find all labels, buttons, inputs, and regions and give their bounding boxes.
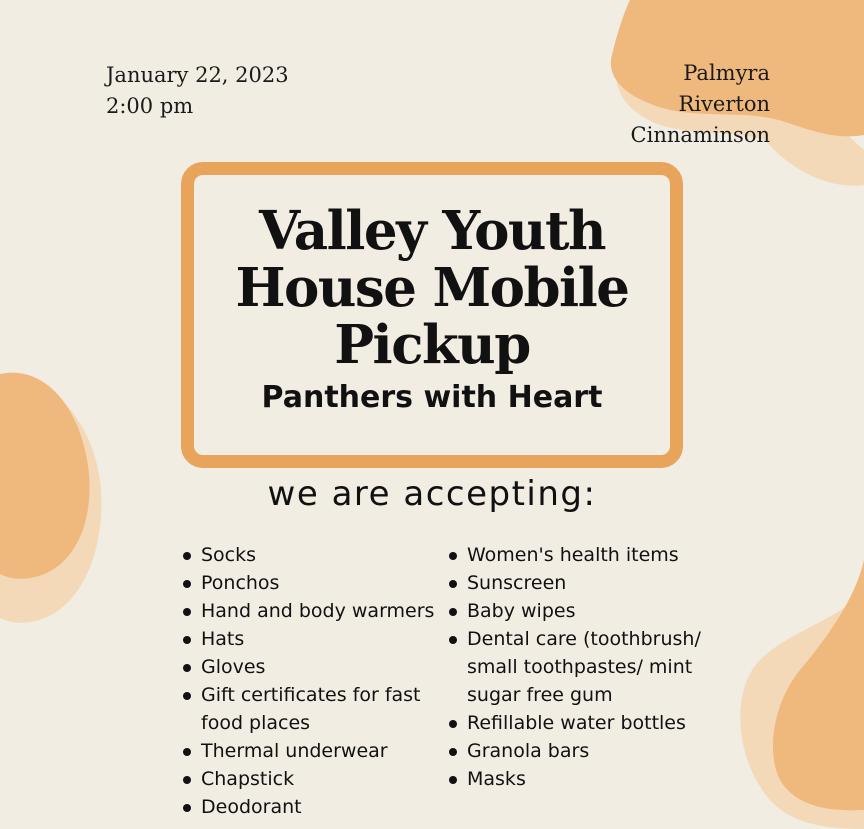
title-line: Valley Youth [259,200,605,262]
list-item: Hand and body warmers [182,597,444,625]
list-item: Ponchos [182,569,444,597]
town-name: Cinnaminson [630,123,770,147]
title-line: House Mobile [235,257,629,319]
list-item: Gloves [182,653,444,681]
event-time: 2:00 pm [106,94,194,118]
list-item: Baby wipes [448,597,716,625]
event-date-time [106,60,289,122]
event-date: January 22, 2023 [106,63,289,87]
list-item: Deodorant [182,793,444,821]
list-item: Gift certificates for fast food places [182,681,444,737]
decorative-blob-bottom-right [730,560,864,829]
town-list [631,58,770,151]
list-item: Granola bars [448,737,716,765]
list-item: Sunscreen [448,569,716,597]
event-title [194,200,670,376]
list-item: Socks [182,541,444,569]
list-item: Thermal underwear [182,737,444,765]
list-item: Dental care (toothbrush/ small toothpastes/ mint sugar free gum [448,625,716,709]
town-name: Riverton [678,92,770,116]
town-name: Palmyra [683,61,770,85]
list-item: Women's health items [448,541,716,569]
list-item: Hats [182,625,444,653]
accepted-items-left [182,541,444,821]
title-line: Pickup [334,314,530,376]
event-subtitle: Panthers with Heart [261,380,603,415]
list-item: Masks [448,765,716,793]
accepting-heading: we are accepting: [267,474,597,514]
list-item: Refillable water bottles [448,709,716,737]
list-item: Chapstick [182,765,444,793]
accepted-items-right [448,541,716,793]
title-box [181,162,683,468]
